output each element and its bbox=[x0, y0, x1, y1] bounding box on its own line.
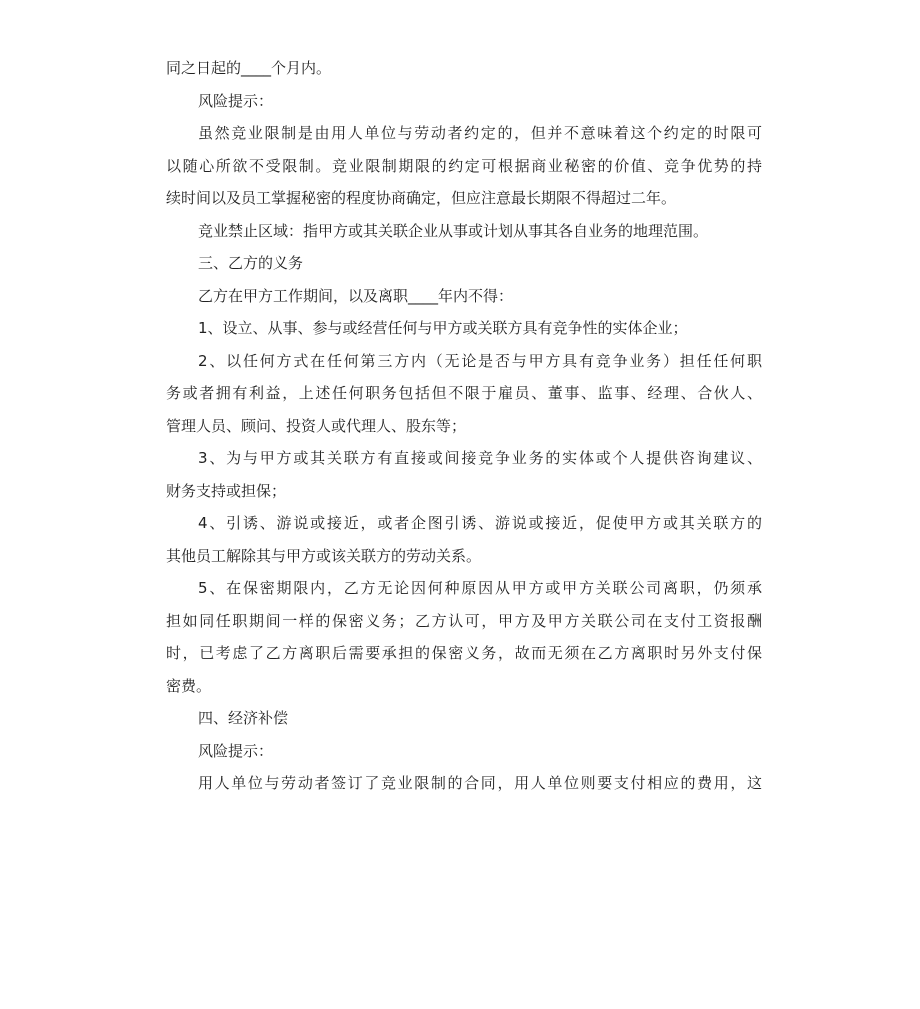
document-body bbox=[166, 52, 762, 800]
text-line: 用人单位与劳动者签订了竞业限制的合同，用人单位则要支付相应的费用，这 bbox=[198, 774, 762, 792]
text-line: 乙方在甲方工作期间，以及离职____年内不得： bbox=[198, 286, 514, 305]
text-line: 财务支持或担保； bbox=[166, 481, 287, 500]
text-line: 2、以任何方式在任何第三方内（无论是否与甲方具有竞争业务）担任任何职 bbox=[198, 351, 762, 370]
text-line: 4、引诱、游说或接近，或者企图引诱、游说或接近，促使甲方或其关联方的 bbox=[198, 514, 762, 532]
text-line: 竞业禁止区域：指甲方或其关联企业从事或计划从事其各自业务的地理范围。 bbox=[198, 221, 709, 240]
text-line: 四、经济补偿 bbox=[198, 709, 289, 727]
text-line: 管理人员、顾问、投资人或代理人、股东等； bbox=[166, 416, 467, 435]
text-line: 时，已考虑了乙方离职后需要承担的保密义务，故而无须在乙方离职时另外支付保 bbox=[166, 644, 762, 662]
text-line: 以随心所欲不受限制。竞业限制期限的约定可根据商业秘密的价值、竞争优势的持 bbox=[166, 156, 762, 175]
text-line: 3、为与甲方或其关联方有直接或间接竞争业务的实体或个人提供咨询建议、 bbox=[198, 449, 762, 467]
text-line: 同之日起的____个月内。 bbox=[166, 59, 332, 77]
text-line: 务或者拥有利益，上述任何职务包括但不限于雇员、董事、监事、经理、合伙人、 bbox=[166, 384, 762, 402]
text-line: 风险提示： bbox=[198, 741, 274, 760]
text-line: 5、在保密期限内，乙方无论因何种原因从甲方或甲方关联公司离职，仍须承 bbox=[198, 579, 762, 597]
text-line: 续时间以及员工掌握秘密的程度协商确定，但应注意最长期限不得超过二年。 bbox=[166, 189, 677, 207]
text-line: 担如同任职期间一样的保密义务；乙方认可，甲方及甲方关联公司在支付工资报酬 bbox=[166, 611, 762, 630]
text-line: 1、设立、从事、参与或经营任何与甲方或关联方具有竞争性的实体企业； bbox=[198, 319, 688, 337]
text-line: 虽然竞业限制是由用人单位与劳动者约定的，但并不意味着这个约定的时限可 bbox=[198, 124, 762, 142]
text-line: 风险提示： bbox=[198, 91, 274, 110]
text-line: 其他员工解除其与甲方或该关联方的劳动关系。 bbox=[166, 546, 482, 565]
text-line: 密费。 bbox=[166, 676, 212, 695]
text-line: 三、乙方的义务 bbox=[198, 254, 304, 272]
